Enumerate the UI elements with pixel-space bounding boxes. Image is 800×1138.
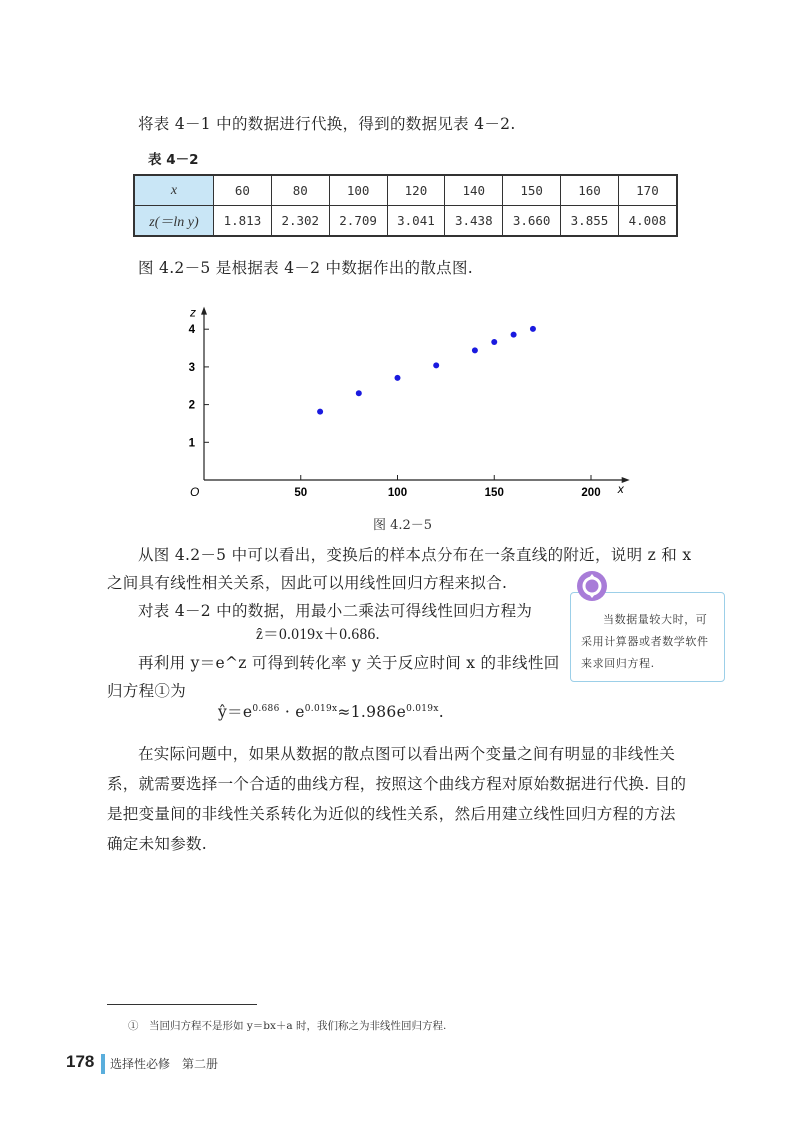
table-cell: 3.660 xyxy=(503,206,561,237)
y-tick-label: 1 xyxy=(188,437,195,450)
note-icon xyxy=(575,569,609,603)
data-point xyxy=(472,347,478,353)
table-cell: 160 xyxy=(561,175,619,206)
intro-text: 将表 4－1 中的数据进行代换，得到的数据见表 4－2. xyxy=(138,115,516,133)
table-cell: 170 xyxy=(618,175,677,206)
equation-lhs: ŷ＝e xyxy=(218,703,253,722)
data-point xyxy=(491,339,497,345)
table-cell: 2.302 xyxy=(271,206,329,237)
side-note-text: 当数据量较大时，可采用计算器或者数学软件来求回归方程. xyxy=(581,613,709,670)
exponent: 0.019x xyxy=(304,704,338,714)
table-cell: 3.855 xyxy=(561,206,619,237)
y-tick-label: 4 xyxy=(188,324,195,337)
footnote-rule xyxy=(107,1004,257,1005)
equation-nonlinear xyxy=(218,694,444,727)
paragraph-3-line-2: 归方程①为 xyxy=(107,682,187,700)
table-header-z: z(＝ln y) xyxy=(134,206,214,237)
paragraph-4-line: 在实际问题中，如果从数据的散点图可以看出两个变量之间有明显的非线性关 xyxy=(138,745,676,763)
page-number: 178 xyxy=(66,1052,95,1071)
table-cell: 1.813 xyxy=(214,206,272,237)
table-cell: 150 xyxy=(503,175,561,206)
equation-mid: · e xyxy=(279,703,305,722)
table-cell: 60 xyxy=(214,175,272,206)
table-caption: 表 4－2 xyxy=(148,152,199,168)
data-point xyxy=(511,332,517,338)
exponent: 0.019x xyxy=(406,704,439,714)
table-cell: 3.438 xyxy=(445,206,503,237)
table-cell: 3.041 xyxy=(387,206,445,237)
paragraph-2: 对表 4－2 中的数据，用最小二乘法可得线性回归方程为 xyxy=(138,602,533,620)
paragraph-4 xyxy=(107,739,707,859)
data-point xyxy=(530,326,536,332)
data-point xyxy=(395,375,401,381)
equation-linear: ẑ＝0.019x＋0.686. xyxy=(256,626,380,643)
table-cell: 100 xyxy=(329,175,387,206)
data-point xyxy=(433,362,439,368)
y-tick-label: 2 xyxy=(188,399,195,412)
figure-caption: 图 4.2－5 xyxy=(373,518,433,533)
footnote: ① 当回归方程不是形如 y＝bx＋a 时，我们称之为非线性回归方程. xyxy=(128,1020,447,1032)
data-point xyxy=(356,390,362,396)
table-row-x xyxy=(134,175,677,206)
footer-accent-bar xyxy=(101,1054,105,1074)
data-table xyxy=(133,174,678,237)
table-cell: 140 xyxy=(445,175,503,206)
table-cell: 2.709 xyxy=(329,206,387,237)
paragraph-3-line-1: 再利用 y＝e^z 可得到转化率 y 关于反应时间 x 的非线性回 xyxy=(138,654,560,672)
origin-label: O xyxy=(190,485,200,499)
chart-axes xyxy=(189,306,630,499)
x-tick-label: 200 xyxy=(581,487,601,499)
x-axis-label: x xyxy=(617,482,624,496)
table-row-z xyxy=(134,206,677,237)
figure-intro-text: 图 4.2－5 是根据表 4－2 中数据作出的散点图. xyxy=(138,259,473,277)
table-cell: 120 xyxy=(387,175,445,206)
x-tick-label: 50 xyxy=(294,487,308,499)
data-point xyxy=(317,409,323,415)
x-tick-label: 100 xyxy=(387,487,408,499)
equation-rhs: ≈1.986e xyxy=(337,703,407,722)
paragraph-4-line: 确定未知参数. xyxy=(107,835,208,853)
y-tick-label: 3 xyxy=(188,361,195,374)
table-cell: 4.008 xyxy=(618,206,677,237)
table-cell: 80 xyxy=(271,175,329,206)
paragraph-1-line-2: 之间具有线性相关关系，因此可以用线性回归方程来拟合. xyxy=(107,574,508,592)
chart-points xyxy=(317,326,536,415)
side-note xyxy=(570,592,725,682)
exponent: 0.686 xyxy=(252,704,280,714)
equation-end: . xyxy=(438,703,444,722)
paragraph-1-line-1: 从图 4.2－5 中可以看出，变换后的样本点分布在一条直线的附近，说明 z 和 x xyxy=(138,546,692,564)
chart-ticks xyxy=(189,324,601,499)
table-header-x: x xyxy=(134,175,214,206)
paragraph-4-line: 系，就需要选择一个合适的曲线方程，按照这个曲线方程对原始数据进行代换. 目的 xyxy=(107,775,687,793)
paragraph-4-line: 是把变量间的非线性关系转化为近似的线性关系，然后用建立线性回归方程的方法 xyxy=(107,805,676,823)
book-title: 选择性必修 第二册 xyxy=(110,1057,219,1071)
y-axis-label: z xyxy=(190,305,196,320)
y-axis-arrow xyxy=(201,307,207,315)
x-tick-label: 150 xyxy=(484,487,504,499)
scatter-chart xyxy=(180,282,630,507)
